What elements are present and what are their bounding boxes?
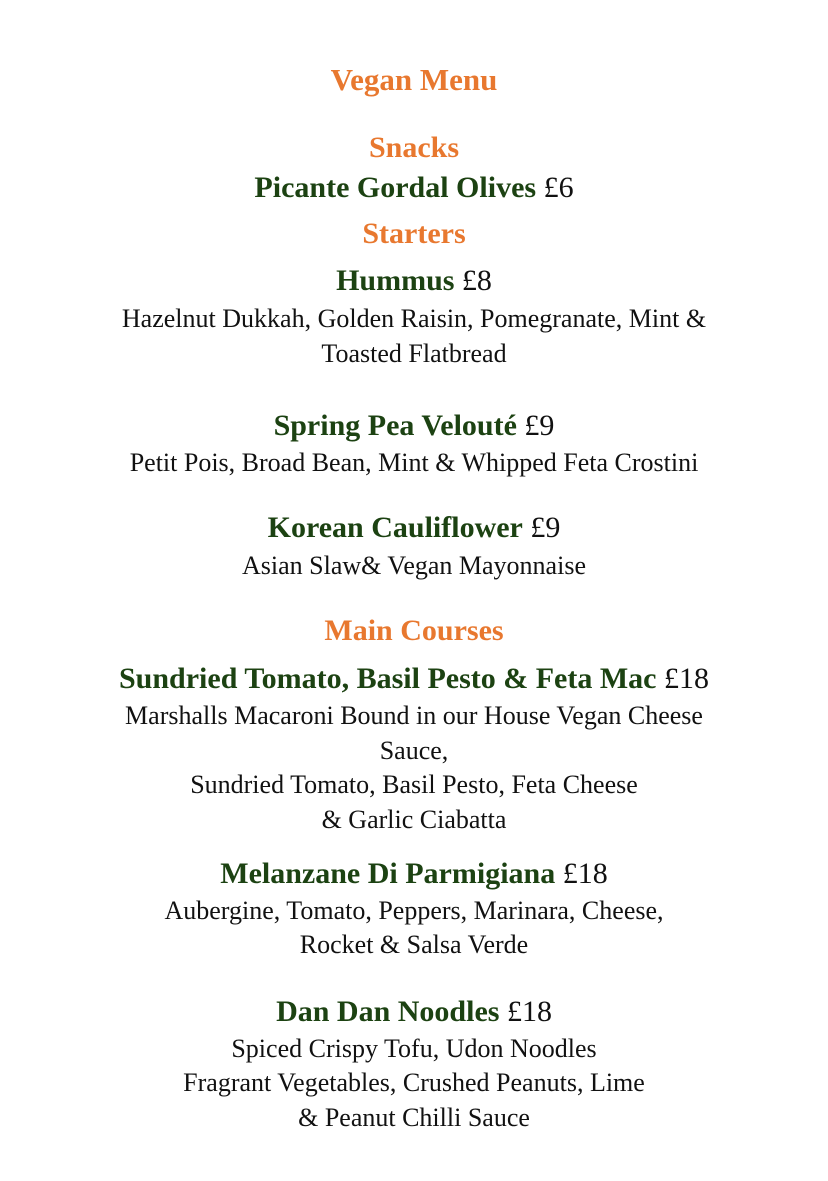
item-description-line: Spiced Crispy Tofu, Udon Noodles: [231, 1034, 597, 1063]
section-heading-main-courses: Main Courses: [324, 614, 504, 647]
item-description-line: Petit Pois, Broad Bean, Mint & Whipped Feta Crostini: [129, 448, 699, 477]
item-price: £9: [530, 511, 561, 544]
item-description-line: & Garlic Ciabatta: [321, 805, 507, 834]
item-price: £18: [562, 857, 608, 890]
item-name: Sundried Tomato, Basil Pesto & Feta Mac: [119, 662, 657, 695]
item-description-line: Sauce,: [379, 736, 449, 765]
section-heading-snacks: Snacks: [368, 131, 460, 164]
item-name: Spring Pea Velouté: [273, 409, 517, 442]
item-price: £6: [543, 171, 574, 204]
item-price: £9: [524, 409, 555, 442]
item-description-line: Aubergine, Tomato, Peppers, Marinara, Cheese,: [164, 896, 664, 925]
item-name: Dan Dan Noodles: [276, 995, 500, 1028]
item-name: Picante Gordal Olives: [254, 171, 537, 204]
menu-item-olives: [0, 173, 828, 203]
item-description-line: Asian Slaw& Vegan Mayonnaise: [242, 551, 586, 580]
section-heading-starters: Starters: [362, 217, 466, 250]
item-description-line: & Peanut Chilli Sauce: [298, 1103, 530, 1132]
menu-item-feta-mac: [0, 664, 828, 694]
item-price: £18: [664, 662, 709, 695]
item-description-line: Toasted Flatbread: [321, 339, 507, 368]
menu-item-dan-dan-noodles: [0, 997, 828, 1027]
item-description-line: Rocket & Salsa Verde: [299, 930, 529, 959]
menu-item-melanzane: [0, 859, 828, 889]
item-description-line: Marshalls Macaroni Bound in our House Vegan Cheese: [125, 701, 703, 730]
item-name: Melanzane Di Parmigiana: [220, 857, 556, 890]
item-name: Hummus: [336, 264, 455, 297]
item-description-line: Sundried Tomato, Basil Pesto, Feta Cheese: [190, 770, 638, 799]
item-description-line: Hazelnut Dukkah, Golden Raisin, Pomegranate, Mint &: [121, 304, 707, 333]
item-name: Korean Cauliflower: [267, 511, 523, 544]
menu-item-hummus: [0, 266, 828, 296]
menu-item-korean-cauliflower: [0, 513, 828, 543]
item-price: £18: [506, 995, 552, 1028]
item-price: £8: [461, 264, 492, 297]
item-description-line: Fragrant Vegetables, Crushed Peanuts, Lime: [183, 1068, 645, 1097]
menu-title: Vegan Menu: [330, 62, 498, 97]
menu-item-spring-pea-veloute: [0, 411, 828, 441]
